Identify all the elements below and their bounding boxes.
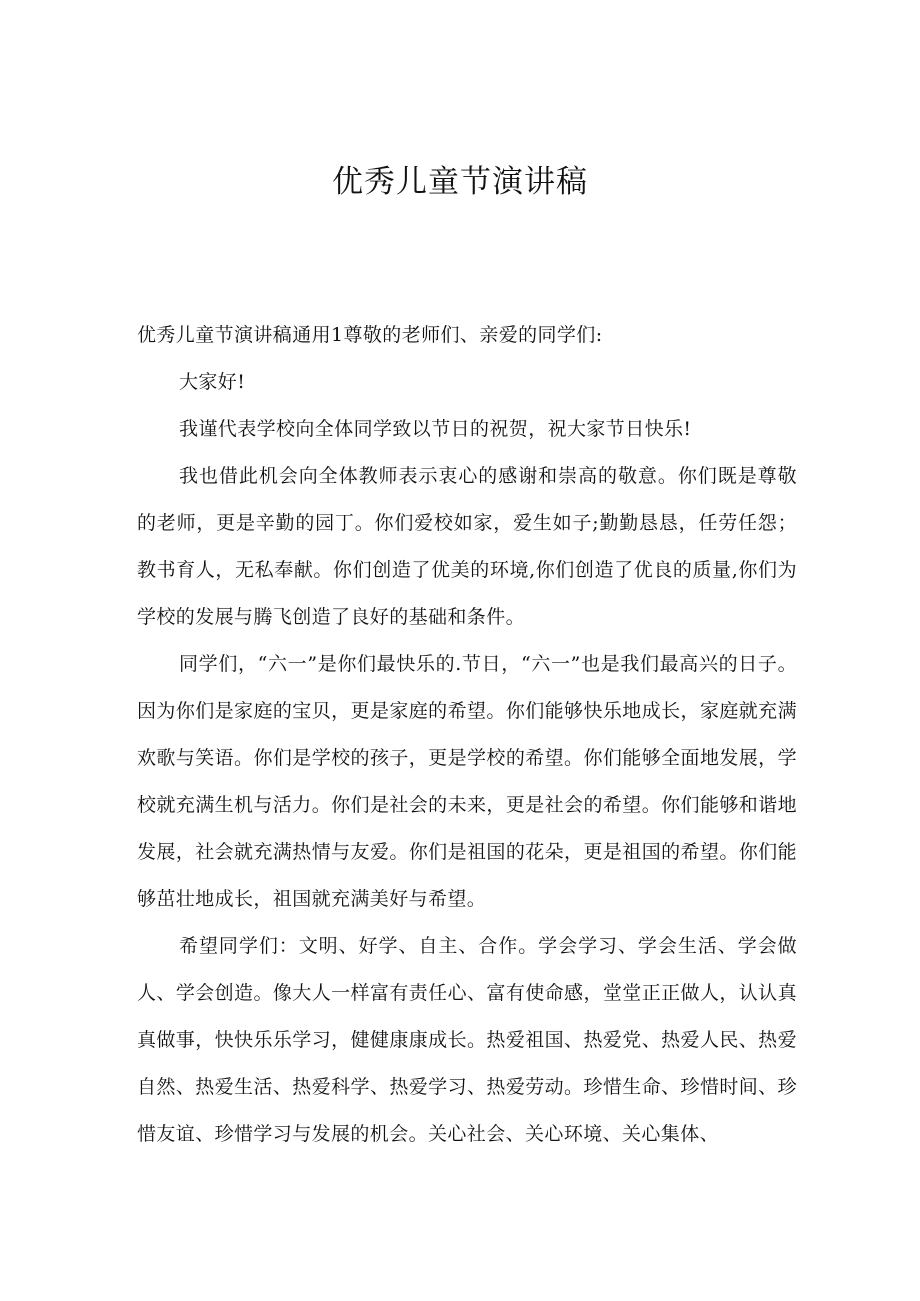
paragraph: 大家好! — [179, 371, 246, 393]
paragraph: 希望同学们：文明、好学、自主、合作。学会学习、学会生活、学会做人、学会创造。像大人一样富有责任心、富有使命感，堂堂正正做人，认认真真做事，快快乐乐学习，健健康康成长。热爱祖国、热爱党、热爱人民、热爱自然、热爱生活、热爱科学、热爱学习、热爱劳动。珍惜生命、珍惜时间、珍惜友谊、珍惜学习与发展的机会。关心社会、关心环境、关心集体、 — [137, 935, 797, 1145]
paragraph: 我谨代表学校向全体同学致以节日的祝贺，祝大家节日快乐! — [179, 418, 692, 440]
document-title: 优秀儿童节演讲稿 — [332, 164, 588, 200]
document-body — [137, 312, 797, 1158]
paragraph: 同学们，“六一”是你们最快乐的.节日，“六一”也是我们最高兴的日子。因为你们是家庭的宝贝，更是家庭的希望。你们能够快乐地成长，家庭就充满欢歌与笑语。你们是学校的孩子，更是学校的希望。你们能够全面地发展，学校就充满生机与活力。你们是社会的未来，更是社会的希望。你们能够和谐地发展，社会就充满热情与友爱。你们是祖国的花朵，更是祖国的希望。你们能够茁壮地成长，祖国就充满美好与希望。 — [137, 653, 797, 910]
paragraph: 优秀儿童节演讲稿通用1尊敬的老师们、亲爱的同学们: — [137, 324, 603, 346]
paragraph: 我也借此机会向全体教师表示衷心的感谢和崇高的敬意。你们既是尊敬的老师，更是辛勤的园丁。你们爱校如家，爱生如子;勤勤恳恳，任劳任怨；教书育人，无私奉献。你们创造了优美的环境,你们创造了优良的质量,你们为学校的发展与腾飞创造了良好的基础和条件。 — [137, 465, 797, 628]
